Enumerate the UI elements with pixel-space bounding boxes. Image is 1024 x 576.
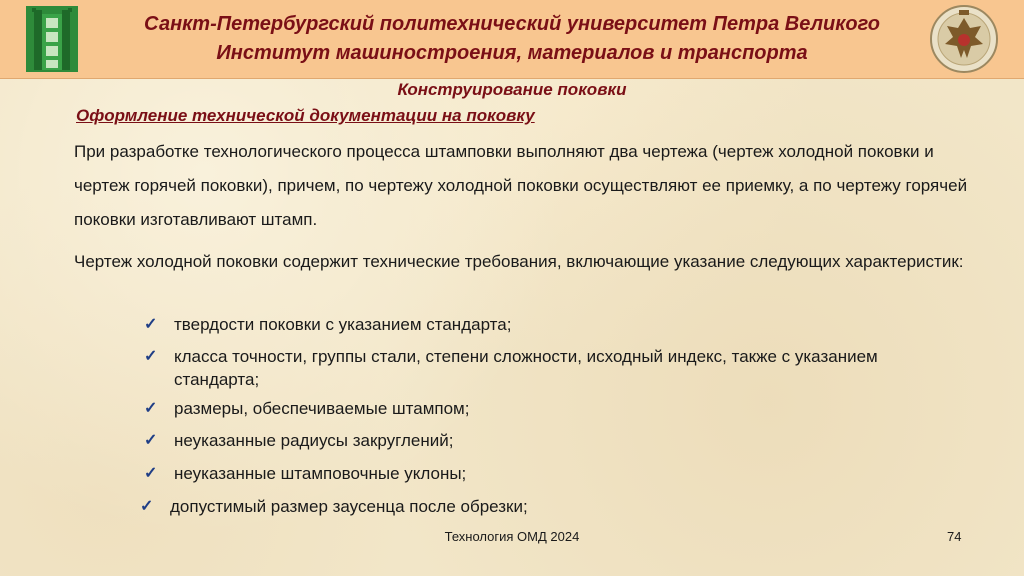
list-item xyxy=(144,429,964,452)
list-item-text: неуказанные радиусы закруглений; xyxy=(174,431,454,450)
list-item-text: твердости поковки с указанием стандарта; xyxy=(174,315,512,334)
page-number: 74 xyxy=(947,529,962,544)
requirements-list xyxy=(140,313,964,518)
checkmark-icon: ✓ xyxy=(144,348,158,365)
list-item-text: класса точности, группы стали, степени сложности, исходный индекс, также с указанием стандарта; xyxy=(174,347,878,389)
checkmark-icon: ✓ xyxy=(144,432,158,449)
institute-name: Институт машиностроения, материалов и транспорта xyxy=(216,42,808,64)
checkmark-icon: ✓ xyxy=(144,465,158,482)
checkmark-icon: ✓ xyxy=(144,316,158,333)
university-name: Санкт-Петербургский политехнический университет Петра Великого xyxy=(144,13,880,35)
list-item-text: допустимый размер заусенца после обрезки; xyxy=(170,497,528,516)
section-title: Конструирование поковки xyxy=(397,80,627,99)
list-item xyxy=(144,397,964,420)
slide-header xyxy=(0,0,1024,79)
footer-text: Технология ОМД 2024 xyxy=(444,529,580,544)
slide-subtitle: Оформление технической документации на поковку xyxy=(76,106,535,125)
list-item-text: неуказанные штамповочные уклоны; xyxy=(174,464,467,483)
checkmark-icon: ✓ xyxy=(140,498,154,515)
university-emblem-icon xyxy=(929,4,999,74)
list-item xyxy=(144,462,964,485)
list-item xyxy=(144,345,964,391)
paragraph-requirements: Чертеж холодной поковки содержит технические требования, включающие указание следующих характеристик: xyxy=(74,252,964,271)
list-item xyxy=(140,495,964,518)
checkmark-icon: ✓ xyxy=(144,400,158,417)
paragraph-drawings: При разработке технологического процесса штамповки выполняют два чертежа (чертеж холодной поковки и чертеж горячей поковки), причем, по чертежу холодной поковки осуществляют ее приемку, а по чертежу горячей поковки изготавливают штамп. xyxy=(74,142,968,229)
list-item xyxy=(144,313,964,336)
list-item-text: размеры, обеспечиваемые штампом; xyxy=(174,399,470,418)
